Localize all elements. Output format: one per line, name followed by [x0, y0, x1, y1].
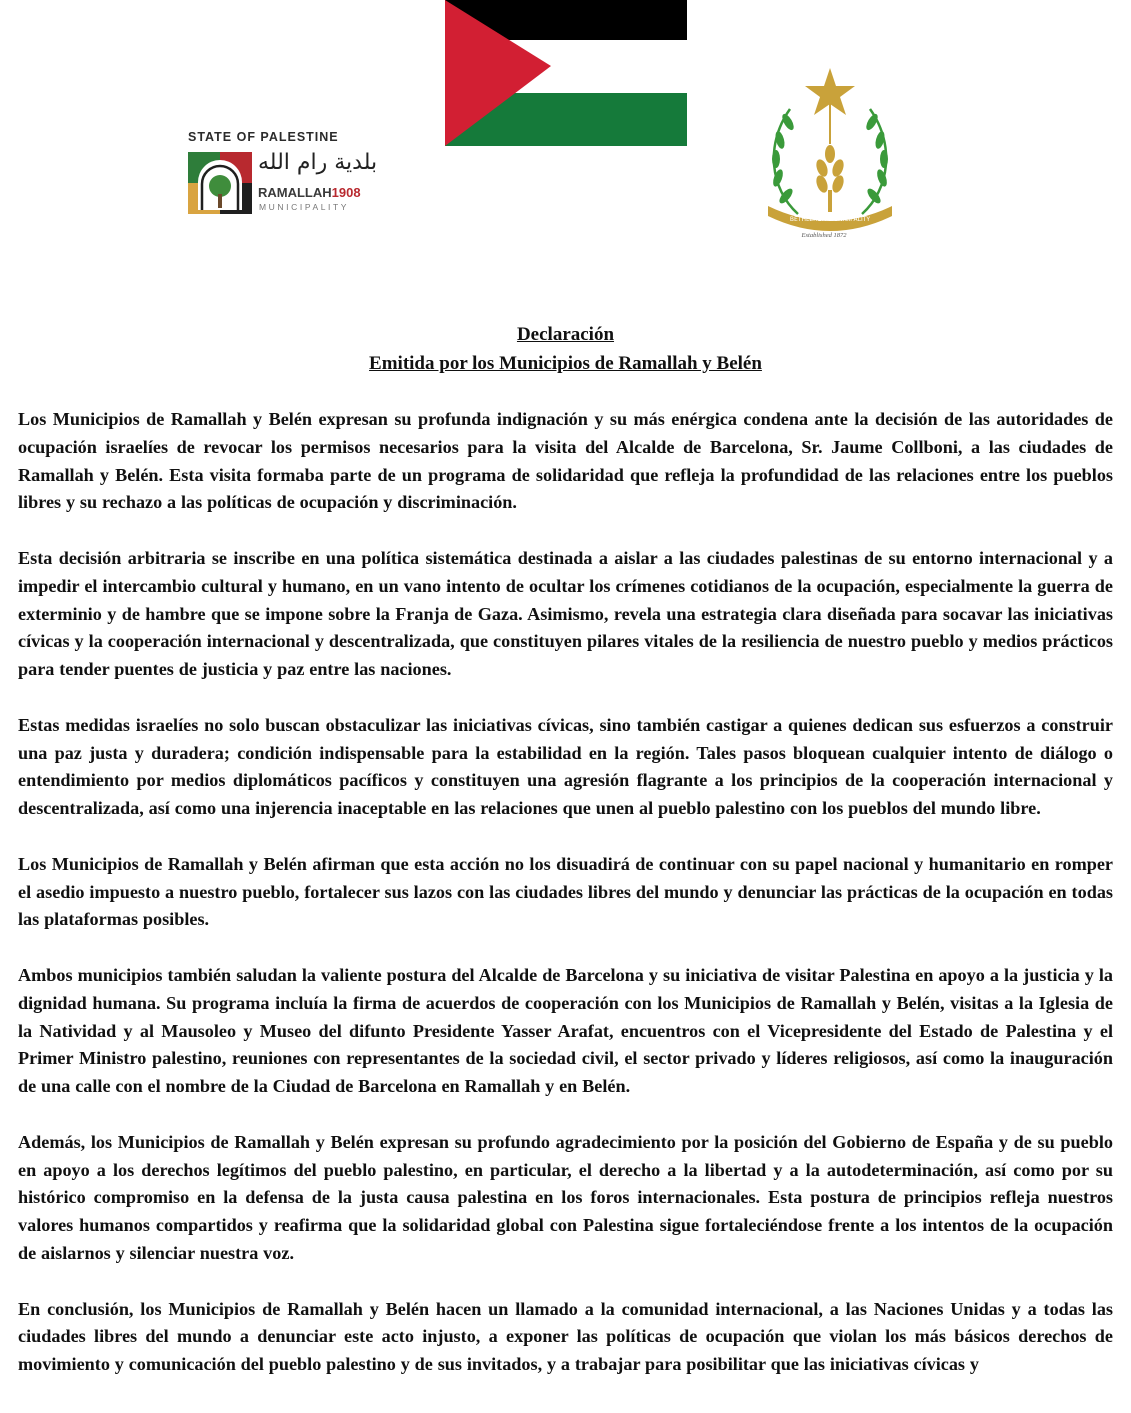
state-of-palestine-label: STATE OF PALESTINE [188, 130, 339, 144]
bethlehem-ribbon-text: BETHLEHEM MUNICIPALITY [789, 216, 871, 223]
paragraph: En conclusión, los Municipios de Ramallah y Belén hacen un llamado a la comunidad internacional, a las Naciones Unidas y a todas las ciudades libres del mundo a denunciar este acto injusto, a exponer las políticas de ocupación que violan los más básicos derechos de movimiento y comunicación del pueblo palestino y de sus invitados, y a trabajar para posibilitar que las iniciativas cívicas y [18, 1298, 1113, 1375]
ramallah-year: 1908 [331, 185, 361, 200]
bethlehem-municipality-seal [760, 64, 900, 244]
bethlehem-established: Established 1872 [801, 232, 847, 239]
ramallah-emblem-icon [188, 152, 252, 214]
ramallah-municipality-logo [186, 128, 378, 218]
document-subtitle: Emitida por los Municipios de Ramallah y Belén [369, 353, 762, 374]
wheat-icon [814, 145, 846, 212]
paragraph: Además, los Municipios de Ramallah y Belén expresan su profundo agradecimiento por la posición del Gobierno de España y de su pueblo en apoyo a los derechos legítimos del pueblo palestino, en particular, el derecho a la libertad y a la autodeterminación, así como por su histórico compromiso en la defensa de la justa causa palestina en los foros internacionales. Esta postura de principios refleja nuestros valores humanos compartidos y reafirma que la solidaridad global con Palestina sigue fortaleciéndose frente a los intentos de la ocupación de aislarnos y silenciar nuestra voz. [18, 1131, 1113, 1263]
paragraph: Ambos municipios también saludan la valiente postura del Alcalde de Barcelona y su iniciativa de visitar Palestina en apoyo a la justicia y la dignidad humana. Su programa incluía la firma de acuerdos de cooperación con los Municipios de Ramallah y Belén, visitas a la Iglesia de la Natividad y al Mausoleo y Museo del difunto Presidente Yasser Arafat, encuentros con el Vicepresidente del Estado de Palestina y el Primer Ministro palestino, reuniones con representantes de la sociedad civil, el sector privado y líderes religiosos, así como la inauguración de una calle con el nombre de la Ciudad de Barcelona en Ramallah y en Belén. [18, 964, 1113, 1097]
ramallah-city-label: RAMALLAH [258, 185, 332, 200]
document-heading [18, 320, 1113, 378]
palestinian-flag [445, 0, 687, 146]
paragraph: Estas medidas israelíes no solo buscan obstaculizar las iniciativas cívicas, sino también castigar a quienes dedican sus esfuerzos a construir una paz justa y duradera; condición indispensable para la estabilidad en la región. Tales pasos bloquean cualquier intento de diálogo o entendimiento por medios diplomáticos pacíficos y constituyen una agresión flagrante a los principios de la cooperación internacional y descentralizada, así como una injerencia inaceptable en las relaciones que unen al pueblo palestino con los pueblos del mundo libre. [18, 714, 1113, 819]
ramallah-arabic-name: بلدية رام الله [258, 150, 378, 175]
paragraph: Los Municipios de Ramallah y Belén afirman que esta acción no los disuadirá de continuar con su papel nacional y humanitario en romper el asedio impuesto a nuestro pueblo, fortalecer sus lazos con las ciudades libres del mundo y denunciar las prácticas de la ocupación en todas las plataformas posibles. [18, 853, 1113, 930]
ramallah-municipality-label: MUNICIPALITY [259, 202, 350, 212]
paragraph: Esta decisión arbitraria se inscribe en una política sistemática destinada a aislar a las ciudades palestinas de su entorno internacional y a impedir el intercambio cultural y humano, en un vano intento de ocultar los crímenes cotidianos de la ocupación, especialmente la guerra de exterminio y de hambre que se impone sobre la Franja de Gaza. Asimismo, revela una estrategia clara diseñada para socavar las iniciativas cívicas y la cooperación internacional y descentralizada, que constituyen pilares vitales de la resiliencia de nuestro pueblo y medios prácticos para tender puentes de justicia y paz entre las naciones. [18, 547, 1113, 680]
declaration-document [18, 320, 1113, 1407]
letterhead [0, 0, 1131, 260]
document-title: Declaración [516, 324, 615, 345]
ramallah-city-name [258, 185, 361, 200]
paragraph: Los Municipios de Ramallah y Belén expresan su profunda indignación y su más enérgica condena ante la decisión de las autoridades de ocupación israelíes de revocar los permisos necesarios para la visita del Alcalde de Barcelona, Sr. Jaume Collboni, a las ciudades de Ramallah y Belén. Esta visita formaba parte de un programa de solidaridad que refleja la profundidad de las relaciones entre los pueblos libres y su rechazo a las políticas de ocupación y discriminación. [18, 409, 1113, 513]
